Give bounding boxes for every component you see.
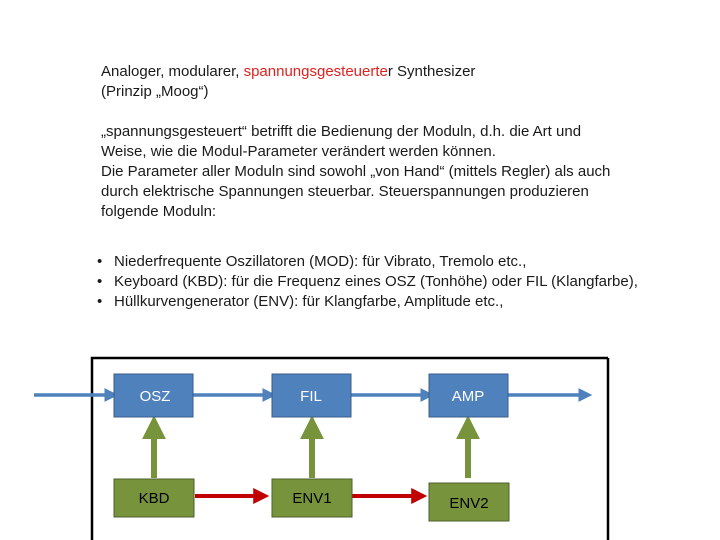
paragraph-line: „spannungsgesteuert“ betrifft die Bedienung der Moduln, d.h. die Art und (101, 123, 582, 140)
module-kbd-label: KBD (138, 490, 170, 507)
heading-suffix: r Synthesizer (387, 63, 476, 80)
heading-highlight: spannungsgesteuerte (243, 63, 388, 80)
paragraph-line: durch elektrische Spannungen steuerbar. Steuerspannungen produzieren (101, 183, 589, 200)
bullet-item: • Niederfrequente Oszillatoren (MOD): für Vibrato, Tremolo etc., (97, 252, 638, 272)
module-osz-label: OSZ (139, 388, 171, 405)
paragraph-line: Weise, wie die Modul-Parameter verändert werden können. (101, 143, 496, 160)
heading-line-2: (Prinzip „Moog“) (101, 83, 209, 100)
paragraph-line: Die Parameter aller Moduln sind sowohl „von Hand“ (mittels Regler) als auch (101, 163, 611, 180)
module-amp-label: AMP (451, 388, 485, 405)
bullet-item: • Hüllkurvengenerator (ENV): für Klangfarbe, Amplitude etc., (97, 292, 638, 312)
heading-prefix: Analoger, modularer, (101, 63, 244, 80)
paragraph-line: folgende Moduln: (101, 203, 217, 220)
module-fil-label: FIL (300, 388, 322, 405)
module-env1-label: ENV1 (292, 490, 332, 507)
bullet-item: • Keyboard (KBD): für die Frequenz eines OSZ (Tonhöhe) oder FIL (Klangfarbe), (97, 272, 638, 292)
module-env2-label: ENV2 (449, 495, 489, 512)
